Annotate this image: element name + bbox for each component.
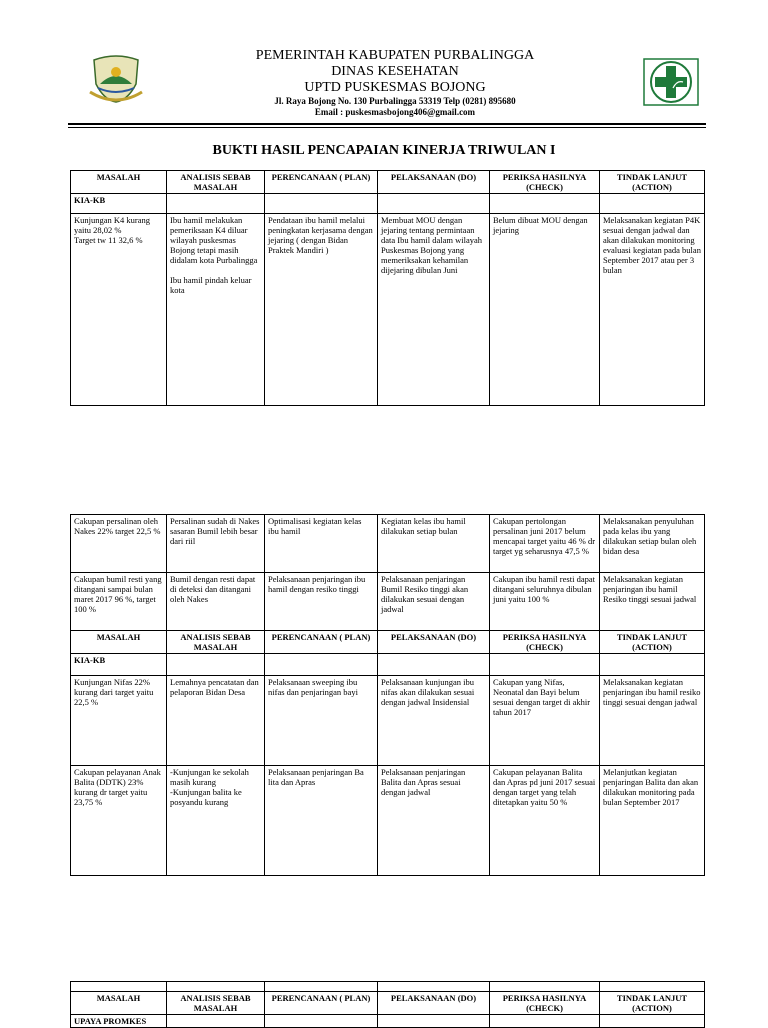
spacer-row xyxy=(71,982,705,992)
cell-do: Pelaksanaan penjaringan Balita dan Apras sesuai dengan jadwal xyxy=(378,766,490,876)
section-label: KIA-KB xyxy=(71,194,167,214)
col-action: TINDAK LANJUT (ACTION) xyxy=(600,171,705,194)
section-row xyxy=(71,654,705,676)
cell-action: Melaksanakan kegiatan penjaringan ibu hamil Resiko tinggi sesuai jadwal xyxy=(600,573,705,631)
cell-masalah: Cakupan bumil resti yang ditangani sampai bulan maret 2017 96 %, target 100 % xyxy=(71,573,167,631)
kinerja-table-1 xyxy=(70,170,705,406)
col-action: TINDAK LANJUT (ACTION) xyxy=(600,992,705,1015)
cell-check: Cakupan pertolongan persalinan juni 2017 belum mencapai target yaitu 46 % dr target yg seharusnya 47,5 % xyxy=(490,515,600,573)
col-do: PELAKSANAAN (DO) xyxy=(378,631,490,654)
col-check: PERIKSA HASILNYA (CHECK) xyxy=(490,171,600,194)
letterhead-line-1: PEMERINTAH KABUPATEN PURBALINGGA xyxy=(255,48,535,63)
cell-check: Cakupan yang Nifas, Neonatal dan Bayi belum sesuai dengan target di akhir tahun 2017 xyxy=(490,676,600,766)
col-masalah: MASALAH xyxy=(71,992,167,1015)
col-analisis: ANALISIS SEBAB MASALAH xyxy=(167,171,265,194)
cell-action: Melaksanakan kegiatan penjaringan ibu hamil resiko tinggi sesuai dengan jadwal xyxy=(600,676,705,766)
col-check: PERIKSA HASILNYA (CHECK) xyxy=(490,992,600,1015)
cell-analisis: Persalinan sudah di Nakes sasaran Bumil lebih besar dari riil xyxy=(167,515,265,573)
cell-do: Kegiatan kelas ibu hamil dilakukan setiap bulan xyxy=(378,515,490,573)
section-row xyxy=(71,1015,705,1028)
table-header-row xyxy=(71,992,705,1015)
col-plan: PERENCANAAN ( PLAN) xyxy=(265,631,378,654)
table-row xyxy=(71,573,705,631)
letterhead-rule-thin xyxy=(68,127,706,128)
cell-check: Cakupan pelayanan Balita dan Apras pd juni 2017 sesuai dengan target yang telah ditetapkan yaitu 50 % xyxy=(490,766,600,876)
letterhead-line-3: UPTD PUSKESMAS BOJONG xyxy=(304,80,486,95)
section-label: KIA-KB xyxy=(71,654,167,676)
document-title: BUKTI HASIL PENCAPAIAN KINERJA TRIWULAN I xyxy=(212,143,556,158)
letterhead-rule-thick xyxy=(68,123,706,125)
table-header-row xyxy=(71,171,705,194)
cell-plan: Optimalisasi kegiatan kelas ibu hamil xyxy=(265,515,378,573)
col-analisis: ANALISIS SEBAB MASALAH xyxy=(167,631,265,654)
cell-plan: Pelaksanaan penjaringan Ba lita dan Apras xyxy=(265,766,378,876)
cell-analisis: Bumil dengan resti dapat di deteksi dan ditangani oleh Nakes xyxy=(167,573,265,631)
kinerja-table-2 xyxy=(70,514,705,876)
section-row xyxy=(71,194,705,214)
letterhead-address: Jl. Raya Bojong No. 130 Purbalingga 53319 Telp (0281) 895680 xyxy=(274,96,516,106)
cell-action: Melanjutkan kegiatan penjaringan Balita dan akan dilakukan monitoring pada bulan September 2017 xyxy=(600,766,705,876)
cell-do: Membuat MOU dengan jejaring tentang permintaan data Ibu hamil dalam wilayah Puskesmas Bojong yang memeriksakan kehamilan dijejaring dibulan Juni xyxy=(378,214,490,406)
cell-action: Melaksanakan kegiatan P4K sesuai dengan jadwal dan akan dilakukan monitoring evaluasi kegiatan pada bulan September 2017 atau per 3 bulan xyxy=(600,214,705,406)
kinerja-table-3 xyxy=(70,981,705,1028)
cell-plan: Pelaksanaan sweeping ibu nifas dan penjaringan bayi xyxy=(265,676,378,766)
cell-check: Cakupan ibu hamil resti dapat ditangani seluruhnya dibulan juni yaitu 100 % xyxy=(490,573,600,631)
table-header-row xyxy=(71,631,705,654)
cell-action: Melaksanakan penyuluhan pada kelas ibu yang dilakukan setiap bulan oleh bidan desa xyxy=(600,515,705,573)
table-row xyxy=(71,214,705,406)
cell-do: Pelaksanaan penjaringan Bumil Resiko tinggi akan dilakukan sesuai dengan jadwal xyxy=(378,573,490,631)
col-masalah: MASALAH xyxy=(71,631,167,654)
table-row xyxy=(71,515,705,573)
cell-do: Pelaksanaan kunjungan ibu nifas akan dilakukan sesuai dengan jadwal Insidensial xyxy=(378,676,490,766)
health-cross-icon xyxy=(643,58,699,106)
table-row xyxy=(71,766,705,876)
col-analisis: ANALISIS SEBAB MASALAH xyxy=(167,992,265,1015)
col-plan: PERENCANAAN ( PLAN) xyxy=(265,992,378,1015)
cell-plan: Pelaksanaan penjaringan ibu hamil dengan resiko tinggi xyxy=(265,573,378,631)
col-plan: PERENCANAAN ( PLAN) xyxy=(265,171,378,194)
col-masalah: MASALAH xyxy=(71,171,167,194)
cell-analisis: Ibu hamil melakukan pemeriksaan K4 diluar wilayah puskesmas Bojong tetapi masih didalam kota Purbalingga Ibu hamil pindah keluar kota xyxy=(167,214,265,406)
col-do: PELAKSANAAN (DO) xyxy=(378,992,490,1015)
section-label: UPAYA PROMKES xyxy=(71,1015,167,1028)
cell-masalah: Cakupan persalinan oleh Nakes 22% target 22,5 % xyxy=(71,515,167,573)
col-action: TINDAK LANJUT (ACTION) xyxy=(600,631,705,654)
cell-analisis: Lemahnya pencatatan dan pelaporan Bidan Desa xyxy=(167,676,265,766)
table-row xyxy=(71,676,705,766)
letterhead xyxy=(0,0,768,130)
letterhead-email: Email : puskesmasbojong406@gmail.com xyxy=(314,107,476,117)
col-check: PERIKSA HASILNYA (CHECK) xyxy=(490,631,600,654)
cell-check: Belum dibuat MOU dengan jejaring xyxy=(490,214,600,406)
cell-masalah: Cakupan pelayanan Anak Balita (DDTK) 23% kurang dr target yaitu 23,75 % xyxy=(71,766,167,876)
cell-masalah: Kunjungan K4 kurang yaitu 28,02 % Target tw 11 32,6 % xyxy=(71,214,167,406)
cell-analisis: -Kunjungan ke sekolah masih kurang -Kunjungan balita ke posyandu kurang xyxy=(167,766,265,876)
letterhead-line-2: DINAS KESEHATAN xyxy=(331,64,459,79)
col-do: PELAKSANAAN (DO) xyxy=(378,171,490,194)
purbalingga-crest-icon xyxy=(88,54,144,104)
cell-plan: Pendataan ibu hamil melalui peningkatan kerjasama dengan jejaring ( dengan Bidan Praktek Mandiri ) xyxy=(265,214,378,406)
cell-masalah: Kunjungan Nifas 22% kurang dari target yaitu 22,5 % xyxy=(71,676,167,766)
